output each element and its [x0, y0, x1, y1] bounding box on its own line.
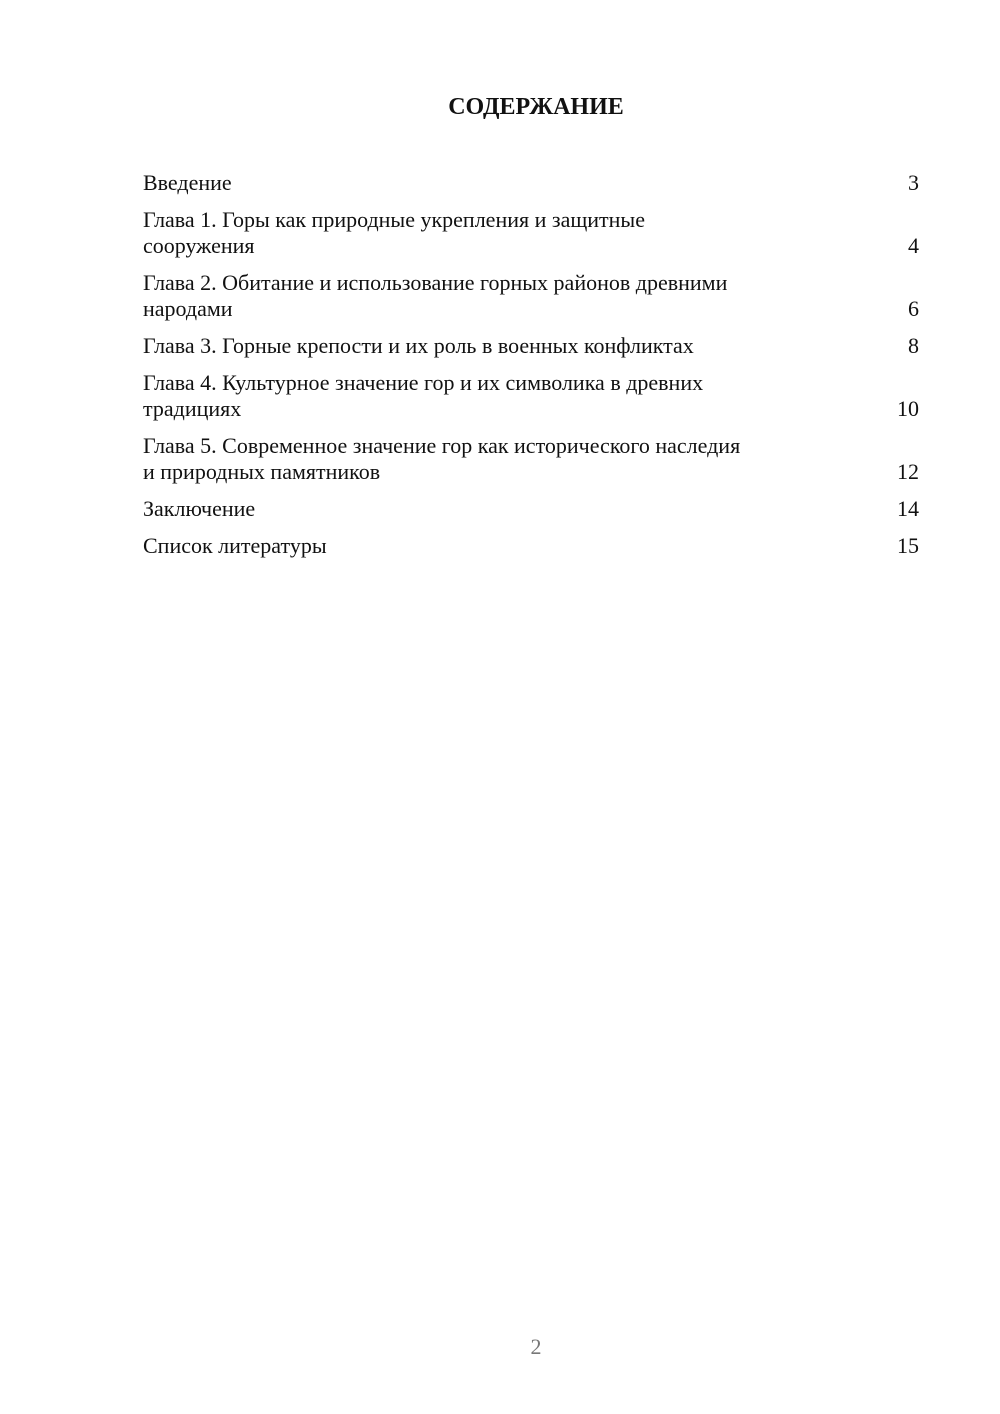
- toc-entry-chapter-3[interactable]: [143, 333, 919, 359]
- toc-entry-bibliography[interactable]: [143, 533, 919, 559]
- toc-entry-title: Глава 4. Культурное значение гор и их символика в древних традициях: [143, 370, 704, 421]
- toc-entry-title: Глава 3. Горные крепости и их роль в военных конфликтах: [143, 333, 694, 358]
- toc-entry-title: Глава 2. Обитание и использование горных районов древними народами: [143, 270, 728, 321]
- toc-entry-page: 12: [897, 459, 919, 484]
- toc-entry-title: Глава 5. Современное значение гор как исторического наследия и природных памятников: [143, 433, 741, 484]
- page-number: 2: [530, 1334, 542, 1359]
- page-title-wrap: [0, 94, 1000, 121]
- toc-entry-page: 8: [908, 333, 919, 358]
- toc-entry-chapter-4[interactable]: [143, 370, 919, 422]
- toc-entry-title: Глава 1. Горы как природные укрепления и защитные сооружения: [143, 207, 645, 258]
- table-of-contents: [143, 170, 919, 570]
- toc-entry-page: 14: [897, 496, 919, 521]
- toc-entry-introduction[interactable]: [143, 170, 919, 196]
- toc-entry-page: 10: [897, 396, 919, 421]
- toc-entry-page: 15: [897, 533, 919, 558]
- toc-entry-chapter-1[interactable]: [143, 207, 919, 259]
- toc-entry-page: 4: [908, 233, 919, 258]
- toc-entry-title: Заключение: [143, 496, 256, 521]
- toc-entry-page: 6: [908, 296, 919, 321]
- toc-entry-title: Введение: [143, 170, 232, 195]
- page-number-footer: [0, 1334, 1000, 1360]
- toc-entry-chapter-2[interactable]: [143, 270, 919, 322]
- toc-entry-chapter-5[interactable]: [143, 433, 919, 485]
- toc-entry-conclusion[interactable]: [143, 496, 919, 522]
- toc-entry-title: Список литературы: [143, 533, 327, 558]
- toc-entry-page: 3: [908, 170, 919, 195]
- page-title: СОДЕРЖАНИЕ: [448, 94, 624, 120]
